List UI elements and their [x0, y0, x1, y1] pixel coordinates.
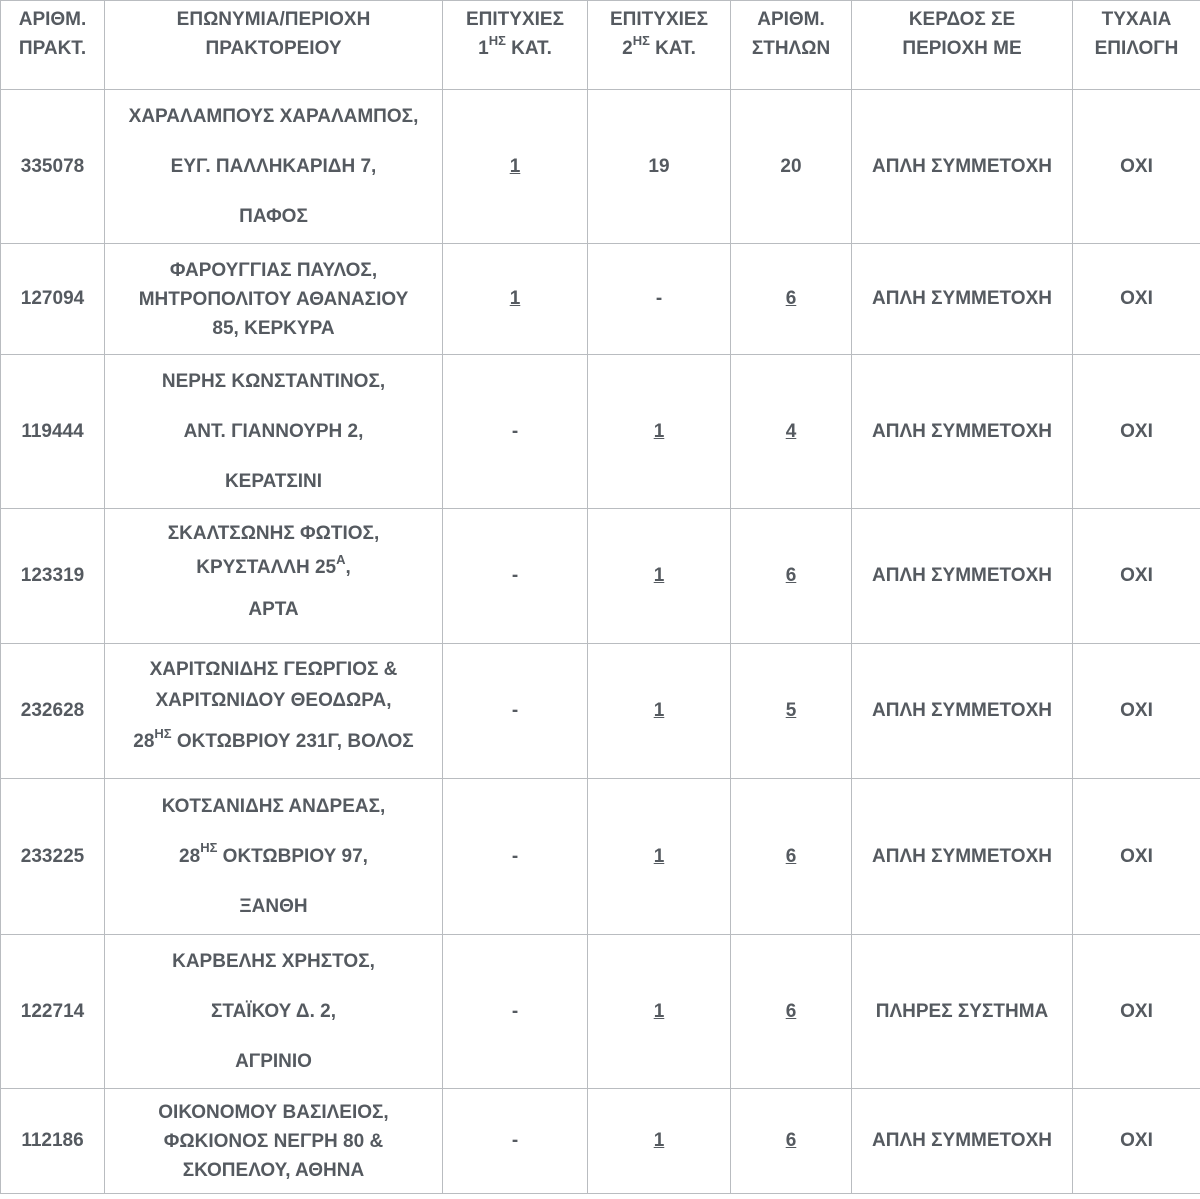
columns-count-link[interactable]: 6 — [731, 244, 852, 355]
columns-count-link[interactable]: 5 — [731, 644, 852, 779]
second-category-cell: - — [588, 244, 731, 355]
table-row — [1, 644, 1200, 779]
first-category-cell: - — [443, 935, 588, 1089]
columns-count-cell: 20 — [731, 90, 852, 244]
second-category-link[interactable]: 1 — [588, 509, 731, 644]
agency-address-cell: ΚΟΤΣΑΝΙΔΗΣ ΑΝΔΡΕΑΣ, $28^{H\Sigma}$ ΟΚΤΩΒΡΙΟΥ 97, ΞΑΝΘΗ — [105, 779, 443, 935]
header-first-category: ΕΠΙΤΥΧΙΕΣ $1^{H\Sigma}$ ΚΑΤ. — [443, 1, 588, 90]
second-category-cell: 19 — [588, 90, 731, 244]
win-type-cell: ΑΠΛΗ ΣΥΜΜΕΤΟΧΗ — [852, 90, 1073, 244]
columns-count-link[interactable]: 6 — [731, 509, 852, 644]
columns-count-link[interactable]: 6 — [731, 779, 852, 935]
agency-number-cell: 119444 — [1, 355, 105, 509]
random-choice-cell: ΟΧΙ — [1073, 90, 1200, 244]
table-row — [1, 355, 1200, 509]
first-category-cell: - — [443, 779, 588, 935]
header-random-choice: ΤΥΧΑΙΑ ΕΠΙΛΟΓΗ — [1073, 1, 1200, 90]
agency-address-cell: ΝΕΡΗΣ ΚΩΝΣΤΑΝΤΙΝΟΣ, ΑΝΤ. ΓΙΑΝΝΟΥΡΗ 2, ΚΕΡΑΤΣΙΝΙ — [105, 355, 443, 509]
agency-number-cell: 335078 — [1, 90, 105, 244]
first-category-cell: - — [443, 1089, 588, 1194]
random-choice-cell: ΟΧΙ — [1073, 779, 1200, 935]
agency-address-cell: ΚΑΡΒΕΛΗΣ ΧΡΗΣΤΟΣ, ΣΤΑΪΚΟΥ Δ. 2, ΑΓΡΙΝΙΟ — [105, 935, 443, 1089]
first-category-cell: - — [443, 509, 588, 644]
second-category-link[interactable]: 1 — [588, 779, 731, 935]
first-category-cell: - — [443, 644, 588, 779]
agency-address-cell: ΦΑΡΟΥΓΓΙΑΣ ΠΑΥΛΟΣ, ΜΗΤΡΟΠΟΛΙΤΟΥ ΑΘΑΝΑΣΙΟΥ 85, ΚΕΡΚΥΡΑ — [105, 244, 443, 355]
table-row — [1, 1089, 1200, 1194]
win-type-cell: ΑΠΛΗ ΣΥΜΜΕΤΟΧΗ — [852, 1089, 1073, 1194]
table-row — [1, 509, 1200, 644]
win-type-cell: ΑΠΛΗ ΣΥΜΜΕΤΟΧΗ — [852, 355, 1073, 509]
second-category-link[interactable]: 1 — [588, 1089, 731, 1194]
table-row — [1, 244, 1200, 355]
columns-count-link[interactable]: 4 — [731, 355, 852, 509]
agency-address-cell: ΧΑΡΑΛΑΜΠΟΥΣ ΧΑΡΑΛΑΜΠΟΣ, ΕΥΓ. ΠΑΛΛΗΚΑΡΙΔΗ 7, ΠΑΦΟΣ — [105, 90, 443, 244]
header-second-category: ΕΠΙΤΥΧΙΕΣ $2^{H\Sigma}$ ΚΑΤ. — [588, 1, 731, 90]
columns-count-link[interactable]: 6 — [731, 935, 852, 1089]
agency-number-cell: 233225 — [1, 779, 105, 935]
agency-number-cell: 232628 — [1, 644, 105, 779]
header-win-type: ΚΕΡΔΟΣ ΣΕ ΠΕΡΙΟΧΗ ΜΕ — [852, 1, 1073, 90]
table-header-row — [1, 1, 1200, 90]
agency-number-cell: 123319 — [1, 509, 105, 644]
second-category-link[interactable]: 1 — [588, 935, 731, 1089]
random-choice-cell: ΟΧΙ — [1073, 244, 1200, 355]
random-choice-cell: ΟΧΙ — [1073, 644, 1200, 779]
header-agency-number: ΑΡΙΘΜ. ΠΡΑΚΤ. — [1, 1, 105, 90]
random-choice-cell: ΟΧΙ — [1073, 355, 1200, 509]
first-category-cell: - — [443, 355, 588, 509]
random-choice-cell: ΟΧΙ — [1073, 935, 1200, 1089]
first-category-link[interactable]: 1 — [443, 90, 588, 244]
agency-address-cell: ΟΙΚΟΝΟΜΟΥ ΒΑΣΙΛΕΙΟΣ, ΦΩΚΙΟΝΟΣ ΝΕΓΡΗ 80 & ΣΚΟΠΕΛΟΥ, ΑΘΗΝΑ — [105, 1089, 443, 1194]
table-row — [1, 779, 1200, 935]
header-agency-name: ΕΠΩΝΥΜΙΑ/ΠΕΡΙΟΧΗ ΠΡΑΚΤΟΡΕΙΟΥ — [105, 1, 443, 90]
win-type-cell: ΠΛΗΡΕΣ ΣΥΣΤΗΜΑ — [852, 935, 1073, 1089]
second-category-link[interactable]: 1 — [588, 355, 731, 509]
win-type-cell: ΑΠΛΗ ΣΥΜΜΕΤΟΧΗ — [852, 244, 1073, 355]
win-type-cell: ΑΠΛΗ ΣΥΜΜΕΤΟΧΗ — [852, 644, 1073, 779]
table-row — [1, 90, 1200, 244]
win-type-cell: ΑΠΛΗ ΣΥΜΜΕΤΟΧΗ — [852, 779, 1073, 935]
columns-count-link[interactable]: 6 — [731, 1089, 852, 1194]
agency-address-cell: ΣΚΑΛΤΣΩΝΗΣ ΦΩΤΙΟΣ, ΚΡΥΣΤΑΛΛΗ $25^A$, ΑΡΤΑ — [105, 509, 443, 644]
random-choice-cell: ΟΧΙ — [1073, 1089, 1200, 1194]
first-category-link[interactable]: 1 — [443, 244, 588, 355]
agency-address-cell: ΧΑΡΙΤΩΝΙΔΗΣ ΓΕΩΡΓΙΟΣ & ΧΑΡΙΤΩΝΙΔΟΥ ΘΕΟΔΩΡΑ, $28^{H\Sigma}$ ΟΚΤΩΒΡΙΟΥ 231Γ, ΒΟΛΟΣ — [105, 644, 443, 779]
table-row — [1, 935, 1200, 1089]
second-category-link[interactable]: 1 — [588, 644, 731, 779]
agency-number-cell: 122714 — [1, 935, 105, 1089]
random-choice-cell: ΟΧΙ — [1073, 509, 1200, 644]
agency-number-cell: 127094 — [1, 244, 105, 355]
header-columns-count: ΑΡΙΘΜ. ΣΤΗΛΩΝ — [731, 1, 852, 90]
win-type-cell: ΑΠΛΗ ΣΥΜΜΕΤΟΧΗ — [852, 509, 1073, 644]
agency-number-cell: 112186 — [1, 1089, 105, 1194]
